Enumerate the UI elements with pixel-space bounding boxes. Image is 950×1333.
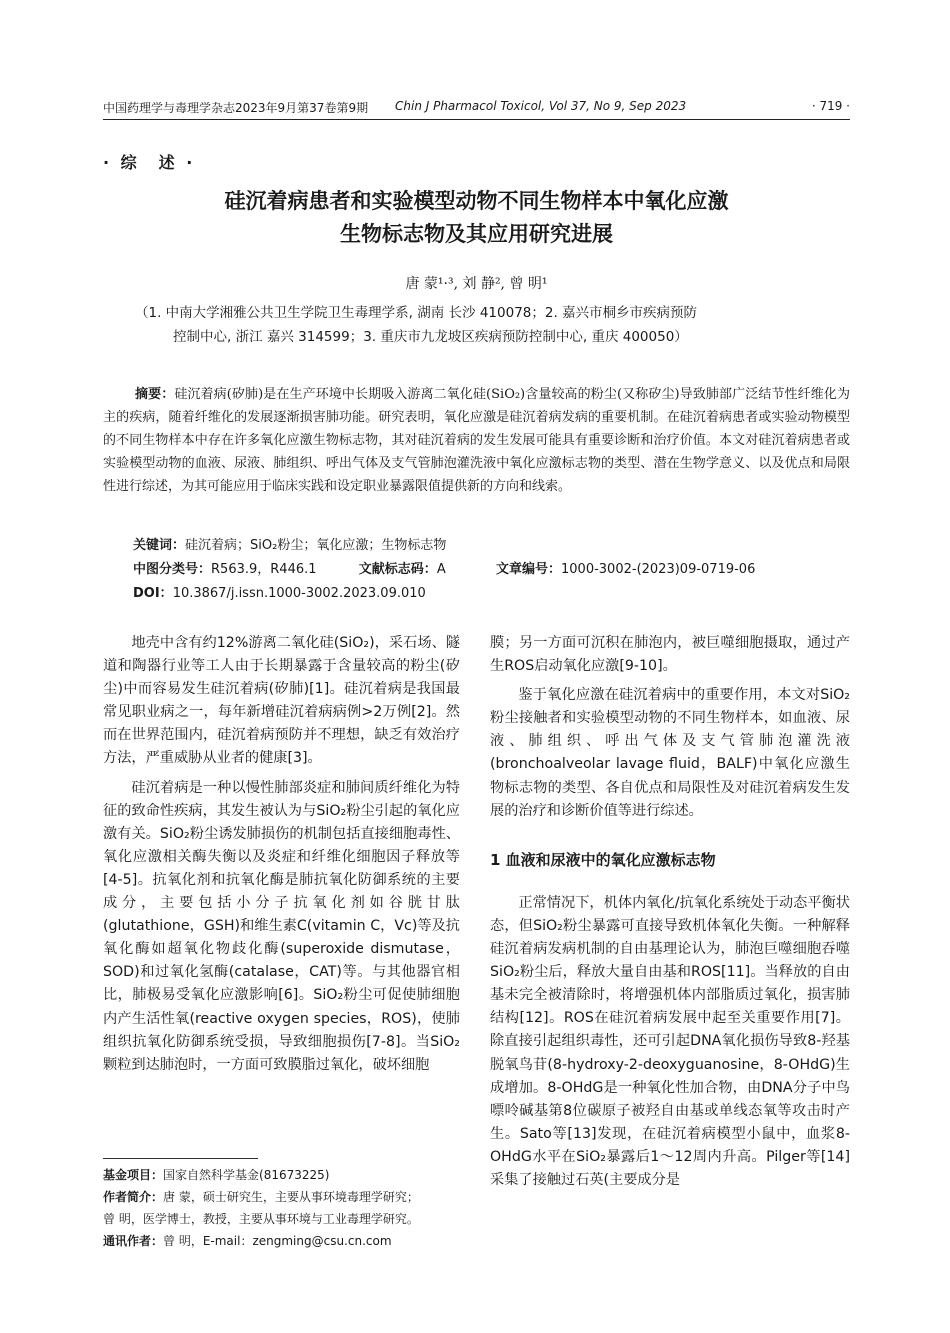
body-paragraph: 膜；另一方面可沉积在肺泡内，被巨噬细胞摄取，通过产生ROS启动氧化应激[9-10]。 xyxy=(490,635,850,675)
body-paragraph: 鉴于氧化应激在硅沉着病中的重要作用，本文对SiO₂粉尘接触者和实验模型动物的不同生物样本，如血液、尿液、肺组织、呼出气体及支气管肺泡灌洗液(bronchoalveolar lavage fluid，BALF)中氧化应激生物标志物的类型、各自优点和局限性及对硅沉着病发生发展的治疗和诊断价值等进行综述。 xyxy=(490,687,850,819)
author-bio-2: 曾 明，医学博士，教授，主要从事环境与工业毒理学研究。 xyxy=(103,1212,419,1226)
footnote-rule xyxy=(103,1158,258,1159)
affiliation-line-1: （1. 中南大学湘雅公共卫生学院卫生毒理学系, 湖南 长沙 410078；2. 嘉兴市桐乡市疾病预防 xyxy=(135,305,698,321)
footnotes xyxy=(103,1164,460,1252)
title-line-1: 硅沉着病患者和实验模型动物不同生物样本中氧化应激 xyxy=(224,189,729,213)
author-list: 唐 蒙¹·³, 刘 静², 曾 明¹ xyxy=(405,276,548,292)
page-number: · 719 · xyxy=(811,99,850,113)
article-title xyxy=(103,185,850,251)
affiliation-line-2: 控制中心, 浙江 嘉兴 314599；3. 重庆市九龙坡区疾病预防控制中心, 重庆 400050） xyxy=(173,329,688,345)
abstract-label: 摘要： xyxy=(135,387,175,402)
fund-text: 国家自然科学基金(81673225) xyxy=(163,1168,330,1182)
body-paragraph: 硅沉着病是一种以慢性肺部炎症和肺间质纤维化为特征的致命性疾病，其发生被认为与SiO₂粉尘引起的氧化应激有关。SiO₂粉尘诱发肺损伤的机制包括直接细胞毒性、氧化应激相关酶失衡以及炎症和纤维化细胞因子释放等[4-5]。抗氧化剂和抗氧化酶是肺抗氧化防御系统的主要成分，主要包括小分子抗氧化剂如谷胱甘肽(glutathione，GSH)和维生素C(vitamin C，Vc)等及抗氧化酶如超氧化物歧化酶(superoxide dismutase，SOD)和过氧化氢酶(catalase，CAT)等。与其他器官相比，肺极易受氧化应激影响[6]。SiO₂粉尘可促使肺细胞内产生活性氧(reactive oxygen species，ROS)，使肺组织抗氧化防御系统受损，导致细胞损伤[7-8]。当SiO₂颗粒到达肺泡时，一方面可致膜脂过氧化，破坏细胞 xyxy=(103,779,460,1073)
section-tag: · 综 述 · xyxy=(103,153,196,172)
clc-label: 中图分类号： xyxy=(133,562,212,577)
right-column xyxy=(490,632,850,1192)
keywords-text: 硅沉着病；SiO₂粉尘；氧化应激；生物标志物 xyxy=(185,538,447,553)
abstract-text: 硅沉着病(矽肺)是在生产环境中长期吸入游离二氧化硅(SiO₂)含量较高的粉尘(又称矽尘)导致肺部广泛结节性纤维化为主的疾病，随着纤维化的发展逐渐损害肺功能。研究表明，氧化应激是硅沉着病发病的重要机制。在硅沉着病患者或实验动物模型的不同生物样本中存在许多氧化应激生物标志物，其对硅沉着病的发生发展可能具有重要诊断和治疗价值。本文对硅沉着病患者或实验模型动物的血液、尿液、肺组织、呼出气体及支气管肺泡灌洗液中氧化应激标志物的类型、潜在生物学意义、以及优点和局限性进行综述，为其可能应用于临床实践和设定职业暴露限值提供新的方向和线索。 xyxy=(103,387,850,494)
doi-value: 10.3867/j.issn.1000-3002.2023.09.010 xyxy=(172,586,426,601)
left-column xyxy=(103,632,460,1077)
keywords xyxy=(133,535,446,557)
author-bio-1: 唐 蒙，硕士研究生，主要从事环境毒理学研究； xyxy=(163,1190,419,1204)
section-heading-1: 1 血液和尿液中的氧化应激标志物 xyxy=(490,850,716,869)
abstract xyxy=(103,383,850,498)
body-paragraph: 正常情况下，机体内氧化/抗氧化系统处于动态平衡状态，但SiO₂粉尘暴露可直接导致机体氧化失衡。一种解释硅沉着病发病机制的自由基理论认为，肺泡巨噬细胞吞噬SiO₂粉尘后，释放大量自由基和ROS[11]。当释放的自由基未完全被清除时，将增强机体内部脂质过氧化，损害肺结构[12]。ROS在硅沉着病发展中起至关重要作用[7]。除直接引起组织毒性，还可引起DNA氧化损伤导致8-羟基脱氧鸟苷(8-hydroxy-2-deoxyguanosine，8-OHdG)生成增加。8-OHdG是一种氧化性加合物，由DNA分子中鸟嘌呤碱基第8位碳原子被羟自由基或单线态氧等攻击时产生。Sato等[13]发现，在硅沉着病模型小鼠中，血浆8-OHdG水平在SiO₂暴露后1～12周内升高。Pilger等[14]采集了接触过石英(主要成分是 xyxy=(490,894,850,1188)
fund-label: 基金项目： xyxy=(103,1168,164,1182)
header-rule xyxy=(103,119,850,120)
body-paragraph: 地壳中含有约12%游离二氧化硅(SiO₂)，采石场、隧道和陶器行业等工人由于长期暴露于含量较高的粉尘(矽尘)中而容易发生硅沉着病(矽肺)[1]。硅沉着病是我国最常见职业病之一，每年新增硅沉着病病例>2万例[2]。然而在世界范围内，硅沉着病预防并不理想，缺乏有效治疗方法，严重威胁从业者的健康[3]。 xyxy=(103,635,460,767)
journal-name-en: Chin J Pharmacol Toxicol, Vol 37, No 9, Sep 2023 xyxy=(395,99,687,113)
running-header xyxy=(103,96,850,118)
article-number-label: 文章编号： xyxy=(496,562,562,577)
title-line-2: 生物标志物及其应用研究进展 xyxy=(340,222,613,246)
keywords-label: 关键词： xyxy=(133,538,186,553)
clc-value: R563.9，R446.1 xyxy=(211,562,317,577)
affiliations xyxy=(135,301,835,349)
article-number-value: 1000-3002-(2023)09-0719-06 xyxy=(561,562,756,577)
journal-name-cn: 中国药理学与毒理学杂志2023年9月第37卷第9期 xyxy=(103,101,369,115)
doi-label: DOI： xyxy=(133,586,173,601)
classification-line xyxy=(133,559,755,581)
author-bio-label: 作者简介： xyxy=(103,1190,164,1204)
corresponding-label: 通讯作者： xyxy=(103,1234,164,1248)
doc-code-value: A xyxy=(436,562,446,577)
corresponding-text: 曾 明，E-mail：zengming@csu.cn.com xyxy=(163,1234,392,1248)
doc-code-label: 文献标志码： xyxy=(358,562,437,577)
doi-line xyxy=(133,583,426,605)
